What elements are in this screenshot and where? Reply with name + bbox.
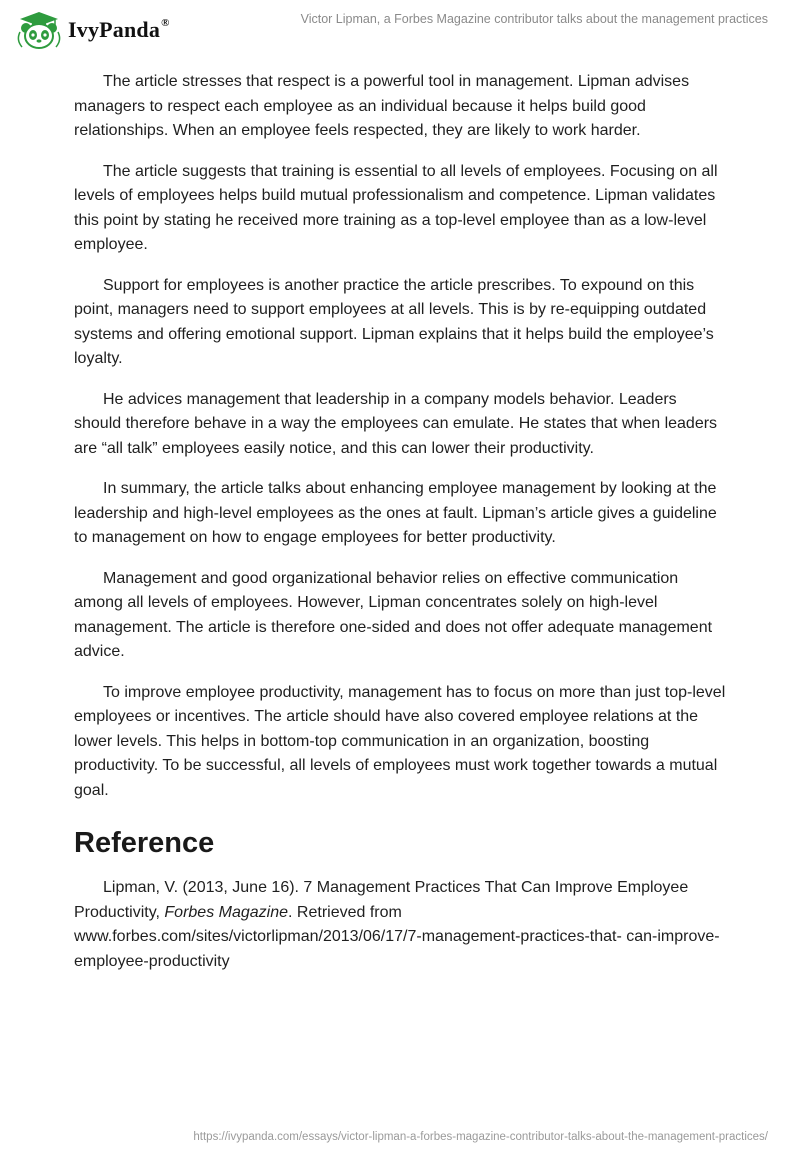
page-header [0,0,800,60]
panda-logo-icon [14,10,64,50]
document-title: Victor Lipman, a Forbes Magazine contributor talks about the management practices [300,12,768,26]
paragraph-leadership: He advices management that leadership in a company models behavior. Leaders should therefore behave in a way the employees can emulate. He states that when leaders are “all talk” employees easily notice, and this can lower their productivity. [74,390,718,457]
paragraph-training: The article suggests that training is essential to all levels of employees. Focusing on all levels of employees helps build mutual professionalism and competence. Lipman validates this point by stating he received more training as a top-level employee than as a low-level employee. [74,162,718,253]
paragraph-respect: The article stresses that respect is a powerful tool in management. Lipman advises managers to respect each employee as an individual because it helps build good relationships. When an employee feels respected, they are likely to work harder. [74,73,690,139]
reference-heading: Reference [74,827,215,859]
ivypanda-logo[interactable] [14,10,170,50]
reference-journal: Forbes Magazine [164,903,289,921]
paragraph-improvement: To improve employee productivity, management has to focus on more than just top-level employees or incentives. The article should have also covered employee relations at the lower levels. This helps in bottom-top communication in an organization, boosting productivity. To be successful, all levels of employees must work together towards a mutual goal. [74,683,726,799]
reference-entry: Lipman, V. (2013, June 16). 7 Management Practices That Can Improve Employee Productivity, Forbes Magazine. Retrieved from www.forbes.com/sites/victorlipman/2013/06/17/7-management-practices-that- can-improve-employee-productivity [74,879,720,970]
brand-name: IvyPanda® [68,16,170,42]
essay-body [74,70,728,974]
paragraph-support: Support for employees is another practice the article prescribes. To expound on this point, managers need to support employees at all levels. This is by re-equipping outdated systems and offering emotional support. Lipman explains that it helps build the employee’s loyalty. [74,276,714,367]
paragraph-summary: In summary, the article talks about enhancing employee management by looking at the leadership and high-level employees as the ones at fault. Lipman’s article gives a guideline to management on how to engage employees for better productivity. [74,480,717,546]
footer-url[interactable]: https://ivypanda.com/essays/victor-lipman-a-forbes-magazine-contributor-talks-about-the-management-practices/ [193,1131,768,1143]
paragraph-critique: Management and good organizational behavior relies on effective communication among all levels of employees. However, Lipman concentrates solely on high-level management. The article is therefore one-sided and does not offer adequate management advice. [74,569,713,660]
